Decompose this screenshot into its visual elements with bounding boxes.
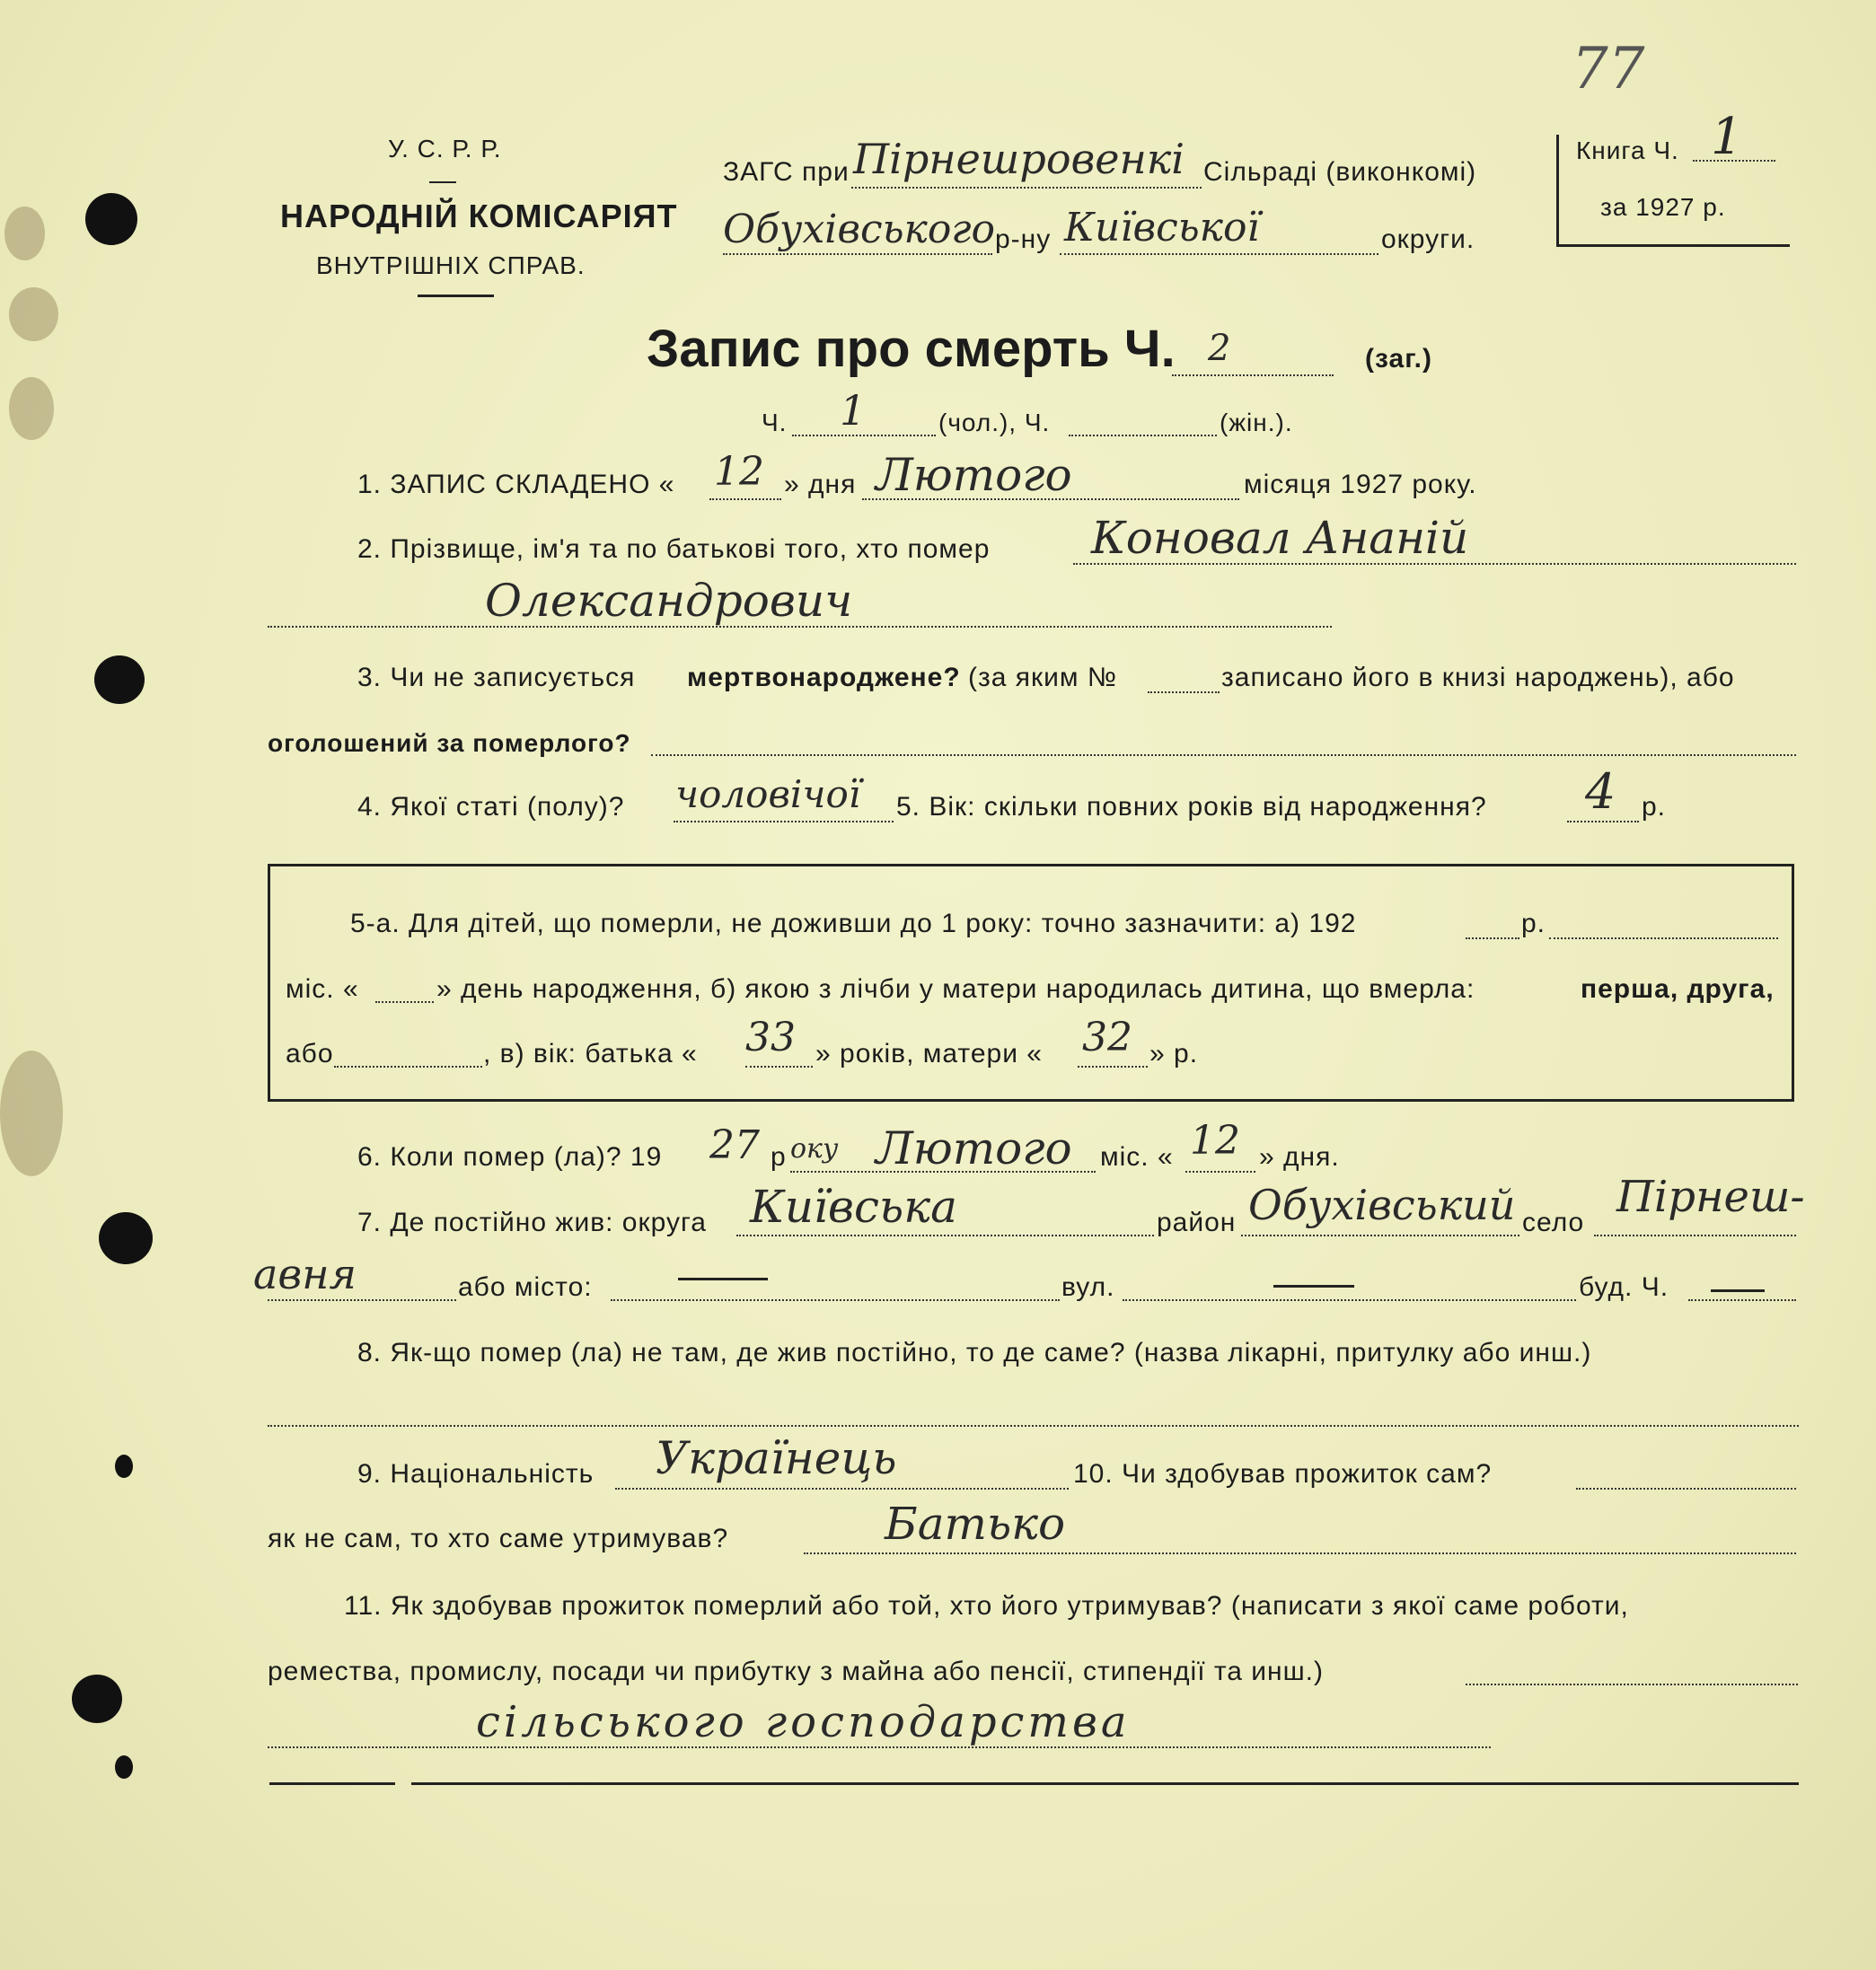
item6-year-handwriting: 27 [709,1122,760,1168]
punch-hole [99,1212,153,1264]
item2-patronymic-handwriting: Олександрович [485,575,853,627]
item5a-line1: 5-а. Для дітей, що померли, не доживши до 1 року: точно зазначити: а) 192 [350,909,1357,938]
item3-declared-field [651,752,1796,756]
book-label: Книга Ч. [1576,136,1679,164]
item7-misto-field [611,1297,1060,1301]
item10-support-field [804,1551,1796,1554]
punch-hole [72,1675,122,1723]
record-number-handwriting: 2 [1208,328,1231,369]
item1-month-handwriting: Лютого [876,449,1072,501]
item6-day-label: » дня. [1259,1142,1340,1172]
punch-hole [115,1455,133,1478]
book-box-left [1556,135,1559,247]
item7-bud-field [1688,1297,1796,1301]
paper-stain [9,377,54,440]
item7-okruha-handwriting: Київська [750,1181,957,1233]
item6-month-handwriting: Лютого [876,1122,1072,1174]
item7-selo-handwriting: Пірнеш- [1616,1172,1805,1222]
item7-label: 7. Де постійно жив: округа [357,1208,707,1237]
bottom-rule-long [411,1782,1799,1785]
female-number-field [1069,433,1217,436]
item4-sex-field [674,819,894,822]
item4-sex-handwriting: чоловічої [675,772,861,816]
district-handwriting: Обухівського [723,207,996,252]
item5a-mother-field [1078,1064,1148,1068]
item5a-line2-a: міс. « [286,974,359,1004]
box-5a-top [268,864,1794,866]
item7-misto-dash [678,1278,768,1280]
paper-stain [9,287,58,341]
record-title: Запис про смерть Ч. [647,320,1176,378]
item6-year-suffix: р [771,1142,787,1172]
book-number-handwriting: 1 [1711,108,1743,166]
box-5a-left [268,864,270,1102]
item5a-line1-end: р. [1521,909,1546,938]
item5a-line2-b: » день народження, б) якою з лічби у матери народилась дитина, що вмерла: [436,974,1475,1004]
commissariat-label: НАРОДНІЙ КОМІСАРІЯТ [280,198,678,234]
item1-day-handwriting: 12 [714,449,764,495]
item7-selo-field [1594,1233,1796,1236]
item9-nationality-handwriting: Українець [656,1432,897,1484]
item5a-father-field [745,1064,813,1068]
okruha-field [1060,251,1378,255]
item11-line2-field [1466,1682,1798,1685]
paper-stain [4,207,45,260]
item6-label: 6. Коли помер (ла)? 19 [357,1142,663,1172]
republic-label: У. С. Р. Р. [388,135,502,163]
item11-answer-handwriting: сільського господарства [476,1697,1131,1747]
item5a-other-field [334,1064,482,1068]
item1-label: 1. ЗАПИС СКЛАДЕНО « [357,470,675,499]
item7-vul-field [1123,1297,1576,1301]
item2-label: 2. Прізвище, ім'я та по батькові того, хто помер [357,534,991,564]
record-number-field [1172,373,1334,376]
item3-label-c: записано його в книзі народжень), або [1221,663,1735,692]
item7-rayon-field [1241,1233,1519,1236]
male-number-label: (чол.), Ч. [938,409,1051,436]
item4-label: 4. Якої статі (полу)? [357,792,625,822]
district-label: р-ну [995,224,1052,254]
female-number-label: (жін.). [1220,409,1293,436]
item5a-father-handwriting: 33 [745,1015,796,1060]
item9-nationality-field [615,1486,1069,1490]
divider [429,181,456,183]
male-number-prefix: Ч. [762,409,788,436]
item10-support-label: як не сам, то хто саме утримував? [268,1524,729,1553]
okruha-label: округи. [1381,224,1475,254]
item2-name-handwriting: Коновал Ананій [1091,512,1469,564]
item7-okruha-field [736,1233,1154,1236]
item5-age-handwriting: 4 [1585,763,1616,820]
item9-label: 9. Національність [357,1459,595,1489]
okruha-handwriting: Київської [1064,205,1260,251]
item8-label: 8. Як-що помер (ла) не там, де жив постійно, то де саме? (назва лікарні, притулку або инш.) [357,1338,1592,1368]
item1-day-label: » дня [784,470,857,499]
item3-number-field [1148,690,1220,693]
item7-bud-dash [1711,1289,1765,1292]
zags-prefix: ЗАГС при [723,157,850,187]
item7-misto-label: або місто: [458,1272,593,1302]
item11-line2: ремества, промислу, посади чи прибутку з майна або пенсії, стипендії та инш.) [268,1657,1324,1686]
punch-hole [115,1755,133,1779]
council-suffix: Сільраді (виконкомі) [1203,157,1477,187]
corner-number-handwriting: 77 [1572,36,1645,102]
item1-year: місяця 1927 року. [1244,470,1477,499]
item1-day-field [709,497,781,500]
male-number-handwriting: 1 [840,386,867,435]
item5a-year-field [1466,936,1519,939]
item7-rayon-label: район [1157,1208,1237,1237]
box-5a-bottom [268,1099,1794,1102]
item5a-line3-d: » р. [1149,1039,1199,1069]
item10-field [1576,1486,1796,1490]
item10-support-handwriting: Батько [885,1498,1066,1550]
book-year: за 1927 р. [1600,193,1726,221]
record-general-label: (заг.) [1365,344,1433,374]
divider [418,295,494,297]
item3-declared-dead: оголошений за померлого? [268,729,631,757]
item7-vul-label: вул. [1061,1272,1115,1302]
item10-label: 10. Чи здобував прожиток сам? [1073,1459,1493,1489]
item3-stillborn: мертвонароджене? [687,663,961,692]
punch-hole [94,655,145,704]
item7-selo-label: село [1522,1208,1585,1237]
department-label: ВНУТРІШНІХ СПРАВ. [316,251,586,279]
item3-label-a: 3. Чи не записується [357,663,636,692]
item6-roku-handwriting: оку [790,1133,839,1165]
item7-rayon-handwriting: Обухівський [1248,1181,1516,1229]
bottom-rule-short [269,1782,395,1785]
paper-stain [0,1051,63,1176]
item5-age-unit: р. [1642,792,1667,822]
item5a-mother-handwriting: 32 [1082,1015,1132,1060]
item5-age-label: 5. Вік: скільки повних років від народження? [896,792,1487,822]
item5a-line3-a: або [286,1039,334,1069]
item3-label-b: (за яким № [968,663,1118,692]
item8-field [268,1423,1799,1427]
council-field [851,185,1202,189]
item5a-line2-bold: перша, друга, [1581,974,1775,1004]
item5a-line3-b: , в) вік: батька « [483,1039,698,1069]
council-handwriting: Пірнешровенкі [853,135,1185,183]
item11-line1: 11. Як здобував прожиток померлий або той, хто його утримував? (написати з якої саме роботи, [344,1591,1629,1621]
box-5a-right [1792,864,1794,1102]
item5a-line3-c: » років, матери « [815,1039,1043,1069]
item7-selo-cont-handwriting: авня [253,1250,357,1298]
item7-bud-label: буд. Ч. [1579,1272,1669,1302]
item6-mis: міс. « [1100,1142,1174,1172]
item5a-month-field [375,999,434,1003]
punch-hole [85,193,137,245]
book-box-bottom [1556,244,1790,247]
item7-vul-dash [1273,1285,1354,1288]
item6-day-handwriting: 12 [1190,1118,1240,1164]
item6-day-field [1185,1169,1255,1173]
item5a-extra-field [1549,936,1778,939]
